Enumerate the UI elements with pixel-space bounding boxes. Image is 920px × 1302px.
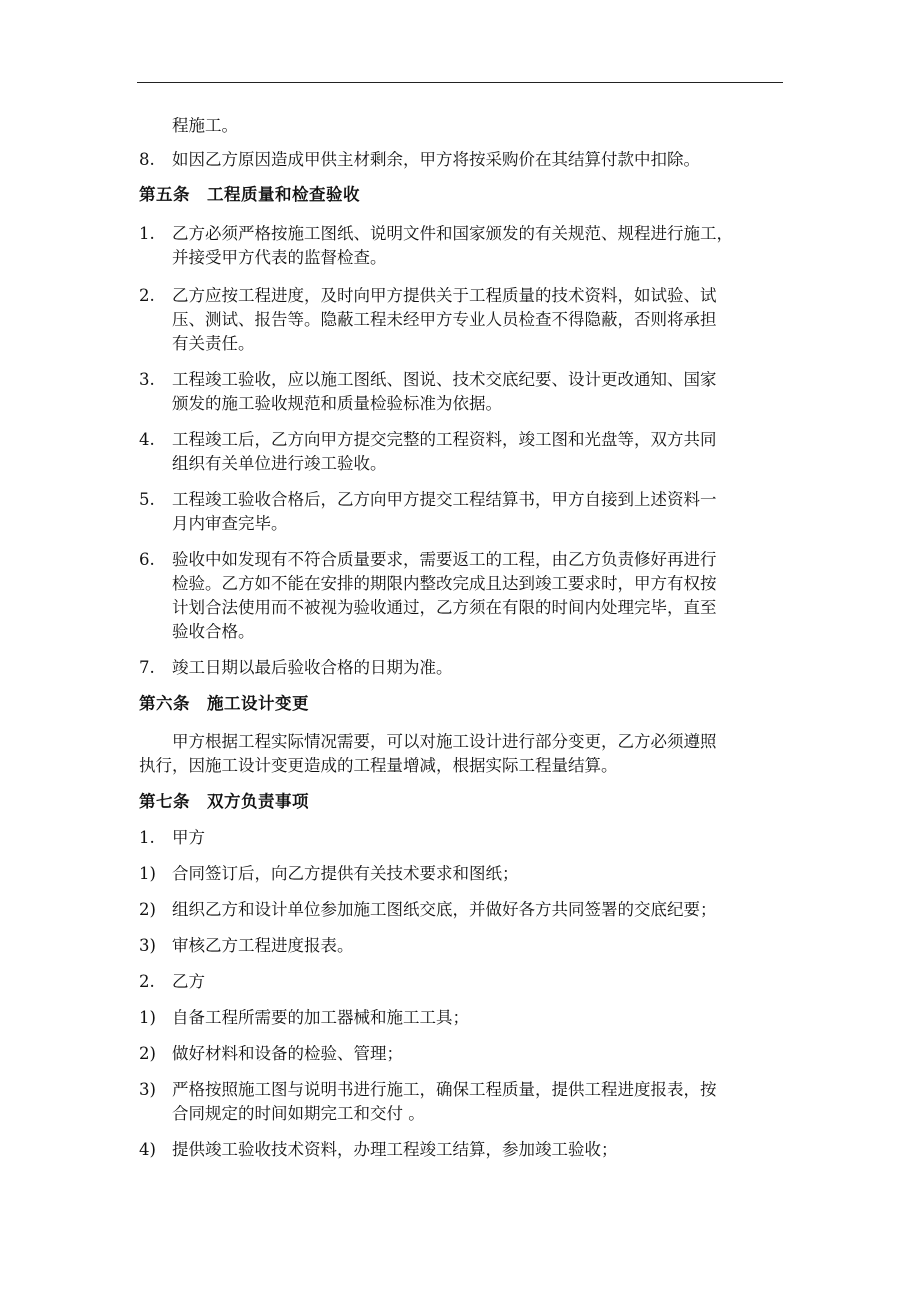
sub-item-text: 合同规定的时间如期完工和交付 。	[172, 1104, 425, 1123]
item-text: 颁发的施工验收规范和质量检验标准为依据。	[172, 394, 502, 413]
sub-item-text: 组织乙方和设计单位参加施工图纸交底，并做好各方共同签署的交底纪要；	[172, 900, 717, 919]
sub-item-text: 自备工程所需要的加工器械和施工工具；	[172, 1008, 469, 1027]
item-text: 工程竣工验收合格后，乙方向甲方提交工程结算书，甲方自接到上述资料一	[172, 490, 717, 509]
sub-item-text: 合同签订后，向乙方提供有关技术要求和图纸；	[172, 864, 519, 883]
continuation-text: 程施工。	[172, 116, 238, 135]
item-text: 验收合格。	[172, 622, 255, 641]
sub-item-number: 3)	[139, 936, 156, 955]
sub-item-text: 审核乙方工程进度报表。	[172, 936, 354, 955]
sub-item-number: 4)	[139, 1140, 156, 1159]
item-text: 竣工日期以最后验收合格的日期为准。	[172, 658, 453, 677]
sub-item-number: 2)	[139, 900, 156, 919]
item-number: 2.	[139, 286, 155, 305]
item-text: 乙方应按工程进度，及时向甲方提供关于工程质量的技术资料，如试验、试	[172, 286, 717, 305]
sub-item-number: 1)	[139, 1008, 156, 1027]
item-text: 组织有关单位进行竣工验收。	[172, 454, 387, 473]
party-b-label: 乙方	[172, 972, 205, 991]
header-rule	[137, 82, 783, 83]
item-number: 5.	[139, 490, 155, 509]
item-number: 2.	[139, 972, 155, 991]
item-number: 1.	[139, 224, 155, 243]
item-text: 月内审查完毕。	[172, 514, 288, 533]
item-text: 如因乙方原因造成甲供主材剩余，甲方将按采购价在其结算付款中扣除。	[172, 150, 700, 169]
sub-item-number: 1)	[139, 864, 156, 883]
item-text: 压、测试、报告等。隐蔽工程未经甲方专业人员检查不得隐蔽，否则将承担	[172, 310, 717, 329]
item-number: 3.	[139, 370, 155, 389]
sub-item-number: 3)	[139, 1080, 156, 1099]
item-number: 1.	[139, 828, 155, 847]
item-number: 4.	[139, 430, 155, 449]
article-7-heading: 第七条 双方负责事项	[139, 792, 309, 811]
item-text: 并接受甲方代表的监督检查。	[172, 248, 387, 267]
paragraph-text: 甲方根据工程实际情况需要，可以对施工设计进行部分变更，乙方必须遵照	[172, 732, 717, 751]
party-a-label: 甲方	[172, 828, 205, 847]
item-text: 计划合法使用而不被视为验收通过，乙方须在有限的时间内处理完毕，直至	[172, 598, 717, 617]
sub-item-text: 做好材料和设备的检验、管理；	[172, 1044, 403, 1063]
item-number: 8.	[139, 150, 155, 169]
item-text: 工程竣工验收，应以施工图纸、图说、技术交底纪要、设计更改通知、国家	[172, 370, 717, 389]
article-6-heading: 第六条 施工设计变更	[139, 694, 309, 713]
item-number: 6.	[139, 550, 155, 569]
item-text: 工程竣工后，乙方向甲方提交完整的工程资料，竣工图和光盘等，双方共同	[172, 430, 717, 449]
item-text: 检验。乙方如不能在安排的期限内整改完成且达到竣工要求时，甲方有权按	[172, 574, 717, 593]
item-text: 有关责任。	[172, 334, 255, 353]
article-5-heading: 第五条 工程质量和检查验收	[139, 185, 360, 204]
item-number: 7.	[139, 658, 155, 677]
sub-item-text: 严格按照施工图与说明书进行施工，确保工程质量，提供工程进度报表，按	[172, 1080, 717, 1099]
sub-item-text: 提供竣工验收技术资料，办理工程竣工结算，参加竣工验收；	[172, 1140, 618, 1159]
item-text: 乙方必须严格按施工图纸、说明文件和国家颁发的有关规范、规程进行施工，	[172, 224, 733, 243]
sub-item-number: 2)	[139, 1044, 156, 1063]
paragraph-text: 执行，因施工设计变更造成的工程量增减，根据实际工程量结算。	[139, 756, 618, 775]
item-text: 验收中如发现有不符合质量要求，需要返工的工程，由乙方负责修好再进行	[172, 550, 717, 569]
